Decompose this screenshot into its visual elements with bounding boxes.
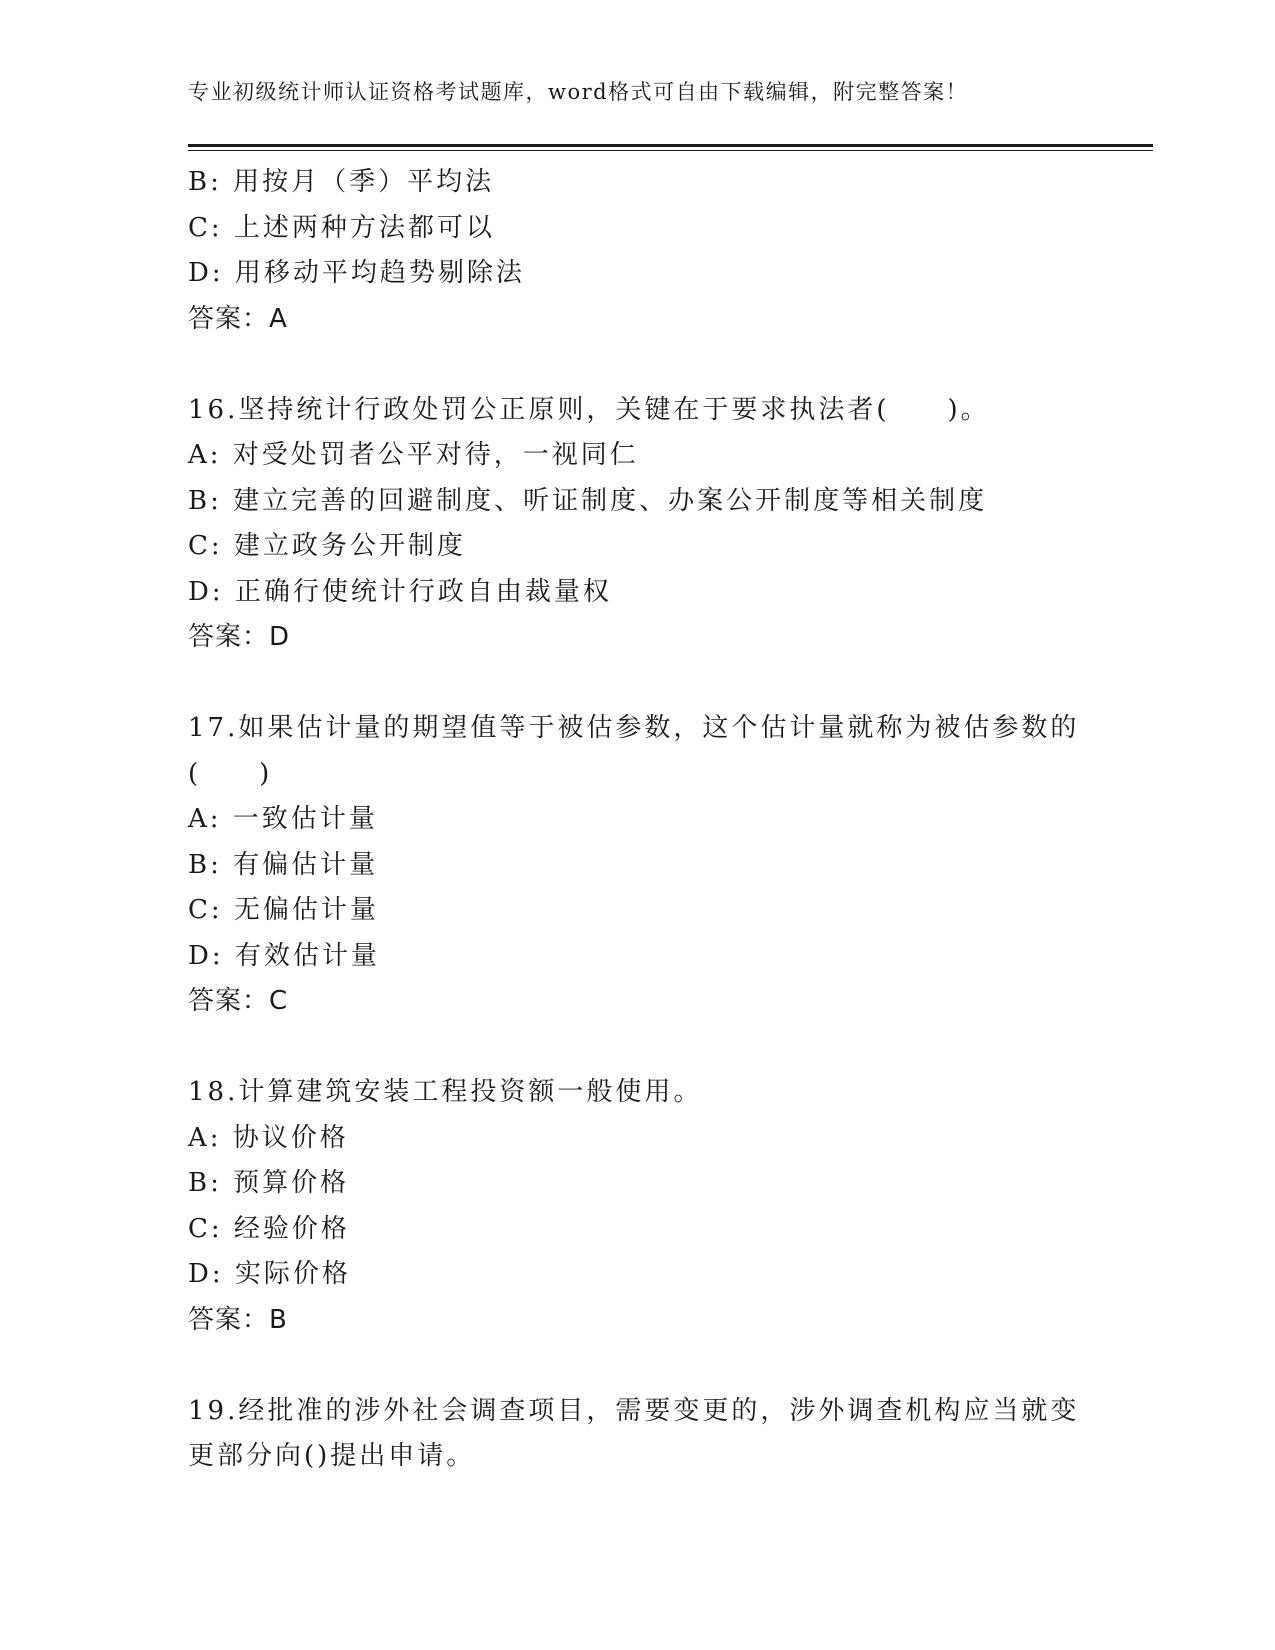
header-rule-thick — [188, 144, 1153, 147]
option-line: C: 上述两种方法都可以 — [188, 212, 495, 243]
question-block — [188, 388, 1088, 661]
option-line: A: 一致估计量 — [188, 804, 378, 834]
option-line: B: 预算价格 — [188, 1168, 350, 1198]
answer-line: 答案：D — [188, 622, 291, 652]
option-line: D: 正确行使统计行政自由裁量权 — [188, 576, 612, 607]
option-line: D: 用移动平均趋势剔除法 — [188, 258, 525, 288]
question-block — [188, 1070, 1088, 1343]
question-block — [188, 160, 1088, 342]
option-line: A: 对受处罚者公平对待，一视同仁 — [188, 440, 639, 470]
answer-line: 答案：C — [188, 986, 289, 1016]
question-stem: 更部分向()提出申请。 — [188, 1441, 476, 1471]
option-line: C: 无偏估计量 — [188, 895, 379, 925]
answer-line: 答案：B — [188, 1304, 288, 1335]
question-stem: 18.计算建筑安装工程投资额一般使用。 — [188, 1077, 703, 1107]
option-line: B: 建立完善的回避制度、听证制度、办案公开制度等相关制度 — [188, 485, 988, 516]
question-stem: 19.经批准的涉外社会调查项目，需要变更的，涉外调查机构应当就变 — [188, 1395, 1080, 1426]
option-line: B: 有偏估计量 — [188, 849, 379, 880]
option-line: C: 建立政务公开制度 — [188, 531, 466, 561]
header-rule-thin — [188, 150, 1153, 151]
option-line: C: 经验价格 — [188, 1213, 350, 1244]
page-header: 专业初级统计师认证资格考试题库，word格式可自由下载编辑，附完整答案！ — [188, 80, 969, 104]
question-stem: ( ) — [188, 758, 273, 789]
option-line: B: 用按月（季）平均法 — [188, 167, 495, 197]
option-line: A: 协议价格 — [188, 1122, 349, 1153]
question-stem: 16.坚持统计行政处罚公正原则，关键在于要求执法者( )。 — [188, 394, 990, 425]
question-block — [188, 706, 1088, 1025]
answer-line: 答案：A — [188, 303, 288, 334]
option-line: D: 有效估计量 — [188, 940, 380, 971]
question-stem: 17.如果估计量的期望值等于被估参数，这个估计量就称为被估参数的 — [188, 713, 1080, 743]
question-block — [188, 1389, 1088, 1480]
option-line: D: 实际价格 — [188, 1259, 351, 1289]
question-content — [188, 160, 1088, 1480]
